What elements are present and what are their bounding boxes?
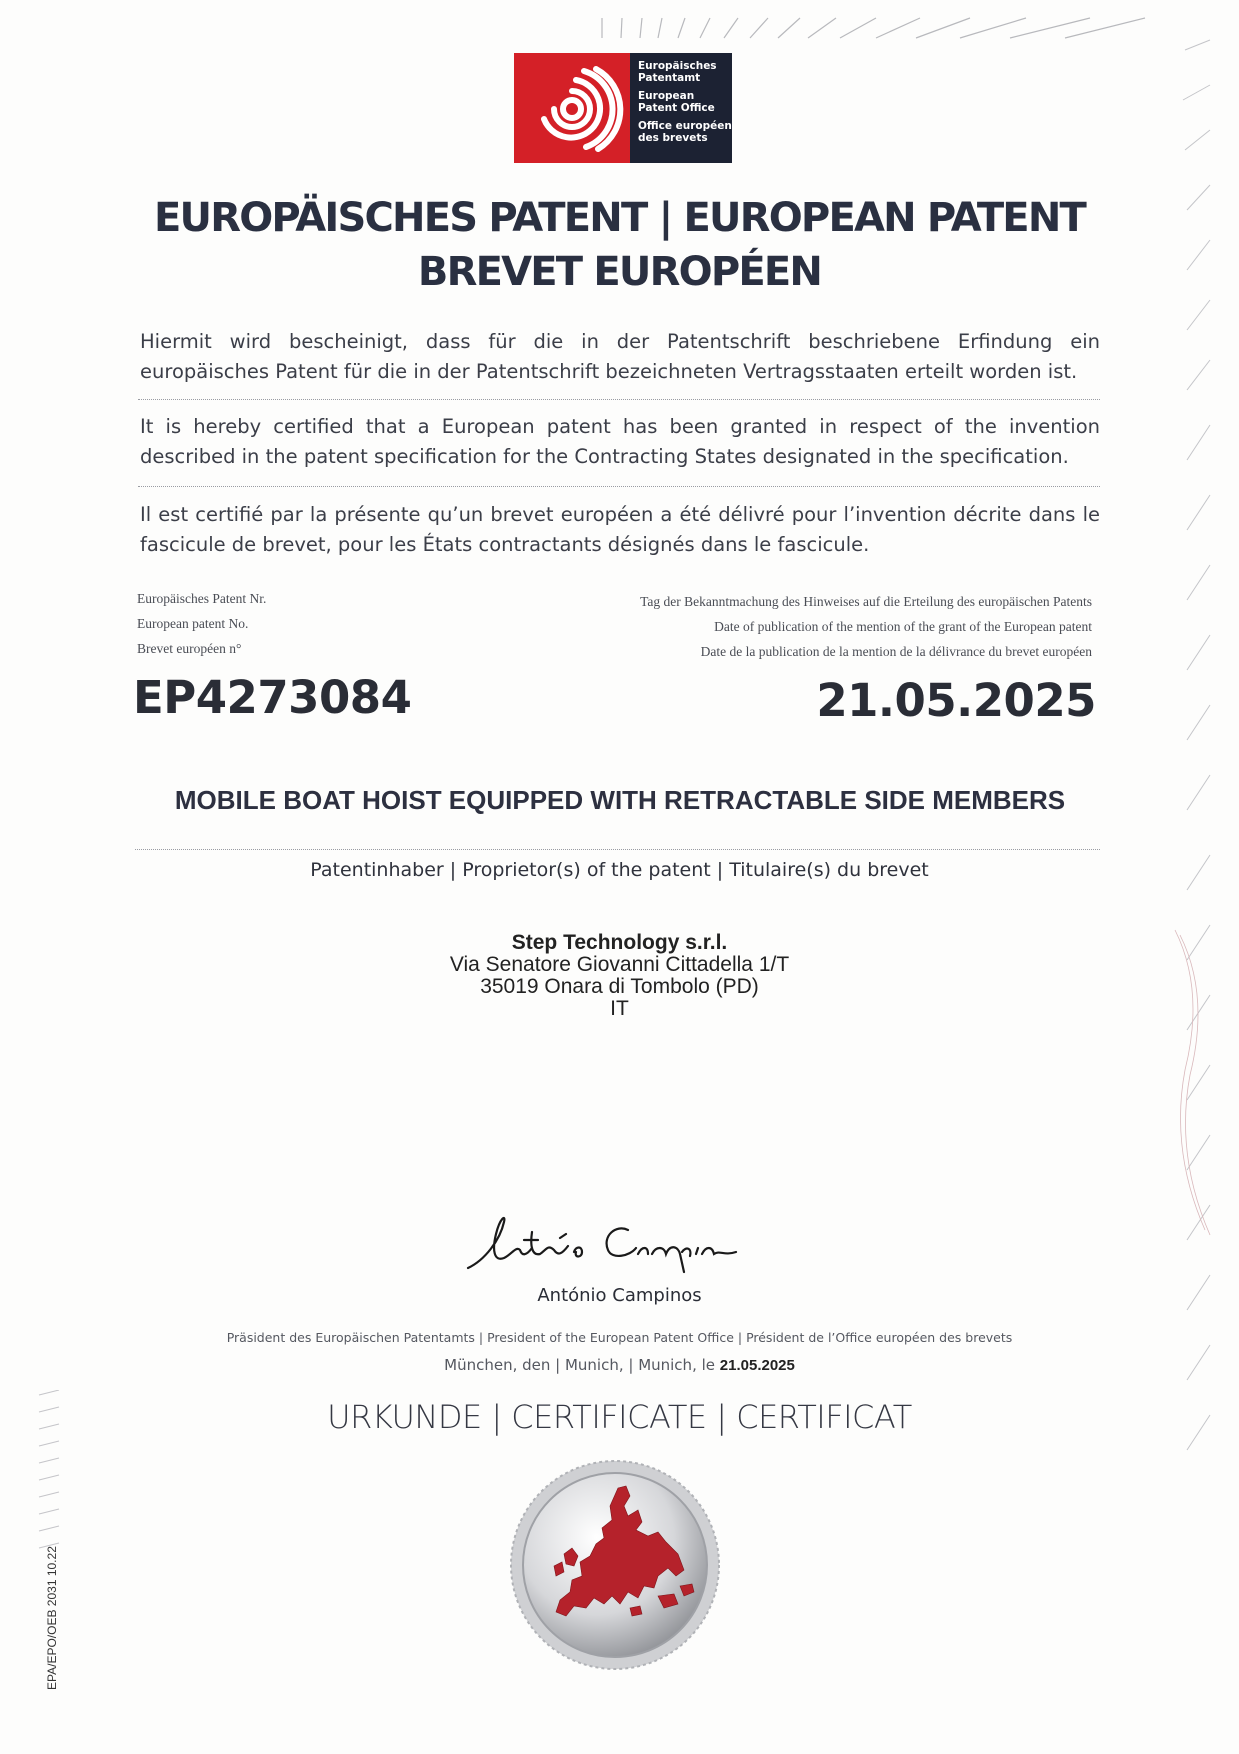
signing-date: 21.05.2025 bbox=[719, 1357, 795, 1374]
divider bbox=[135, 849, 1100, 850]
epo-logo-text bbox=[630, 53, 732, 163]
publication-date-label-en: Date of publication of the mention of the grant of the European patent bbox=[714, 619, 1092, 634]
proprietor-street: Via Senatore Giovanni Cittadella 1/T bbox=[449, 953, 790, 976]
statement-de: Hiermit wird bescheinigt, dass für die in der Patentschrift beschriebene Erfindung ein europäisches Patent für die in der Patentschrift bezeichneten Vertragsstaaten erteilt worden ist. bbox=[140, 330, 1100, 383]
divider bbox=[138, 399, 1100, 400]
publication-date-labels bbox=[640, 589, 1092, 664]
epo-waves-icon bbox=[514, 53, 630, 163]
office-name-de: Europäisches Patentamt bbox=[638, 60, 717, 84]
certificate-label: URKUNDE | CERTIFICATE | CERTIFICAT bbox=[327, 1398, 912, 1436]
signing-place-date bbox=[0, 1356, 1239, 1374]
publication-date-label-fr: Date de la publication de la mention de la délivrance du brevet européen bbox=[700, 644, 1092, 659]
signatory-name: António Campinos bbox=[537, 1285, 702, 1306]
heading-line-1: EUROPÄISCHES PATENT | EUROPEAN PATENT bbox=[154, 195, 1085, 241]
signatory-title: Präsident des Europäischen Patentamts | President of the European Patent Office | Président de l’Office européen des brevets bbox=[226, 1330, 1013, 1345]
office-name-fr: Office européen des brevets bbox=[638, 120, 732, 144]
proprietor-label: Patentinhaber | Proprietor(s) of the patent | Titulaire(s) du brevet bbox=[310, 859, 929, 881]
signature bbox=[460, 1210, 750, 1280]
statement-en: It is hereby certified that a European patent has been granted in respect of the invention described in the patent specification for the Contracting States designated in the specification. bbox=[140, 415, 1100, 468]
epo-logo-emblem bbox=[514, 53, 630, 163]
patent-number-label-de: Europäisches Patent Nr. bbox=[137, 591, 267, 606]
proprietor-name: Step Technology s.r.l. bbox=[511, 931, 728, 954]
invention-title: MOBILE BOAT HOIST EQUIPPED WITH RETRACTABLE SIDE MEMBERS bbox=[174, 785, 1066, 815]
heading-line-2: BREVET EUROPÉEN bbox=[417, 249, 822, 295]
form-code: EPA/EPO/OEB 2031 10.22 bbox=[45, 1546, 59, 1690]
divider bbox=[138, 486, 1100, 487]
patent-number-labels bbox=[137, 586, 266, 661]
proprietor-block bbox=[0, 932, 1239, 1020]
statement-fr: Il est certifié par la présente qu’un brevet européen a été délivré pour l’invention décrite dans le fascicule de brevet, pour les États contractants désignés dans le fascicule. bbox=[140, 503, 1100, 556]
patent-number-label-fr: Brevet européen n° bbox=[137, 641, 242, 656]
proprietor-city: 35019 Onara di Tombolo (PD) bbox=[480, 975, 759, 998]
proprietor-country: IT bbox=[610, 997, 629, 1020]
patent-number: EP4273084 bbox=[133, 671, 412, 724]
publication-date: 21.05.2025 bbox=[816, 674, 1096, 727]
signing-place: München, den | Munich, | Munich, le bbox=[444, 1356, 715, 1374]
europe-map-seal bbox=[508, 1458, 722, 1672]
epo-logo bbox=[514, 53, 732, 163]
patent-number-label-en: European patent No. bbox=[137, 616, 249, 631]
top-security-hatching bbox=[590, 14, 1150, 44]
publication-date-label-de: Tag der Bekanntmachung des Hinweises auf die Erteilung des europäischen Patents bbox=[640, 594, 1092, 609]
office-name-en: European Patent Office bbox=[638, 90, 715, 114]
